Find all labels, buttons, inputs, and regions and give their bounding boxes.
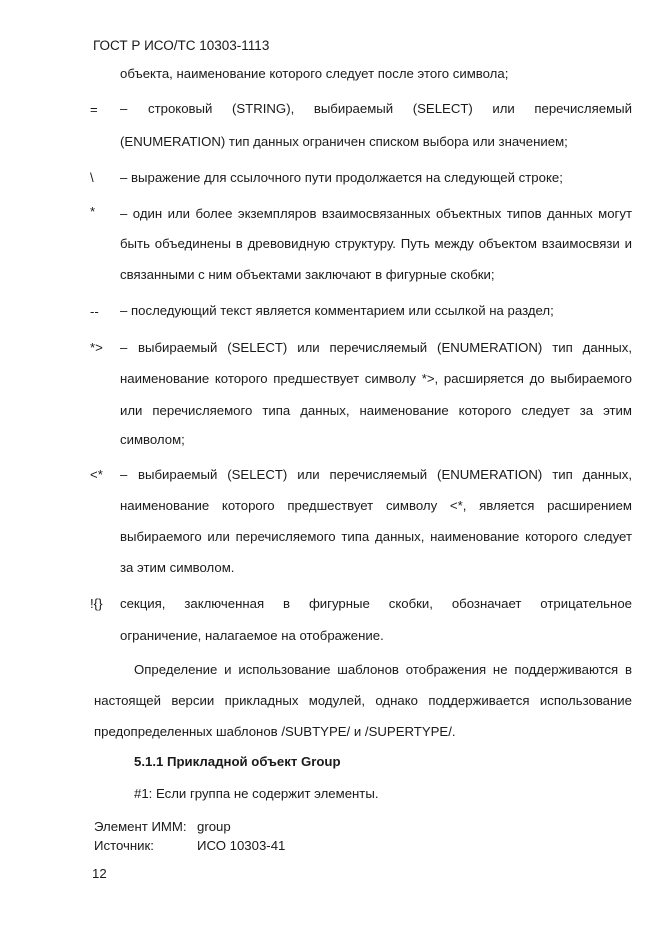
dash: – xyxy=(120,101,128,116)
imm-label: Элемент ИММ: xyxy=(94,819,187,834)
page-number: 12 xyxy=(92,866,107,881)
section-heading: 5.1.1 Прикладной объект Group xyxy=(134,754,341,769)
paragraph-line: настоящей версии прикладных модулей, однако поддерживается использование xyxy=(94,693,632,708)
symbol-lt-star: <* xyxy=(90,467,103,482)
symbol-negation-braces: !{} xyxy=(90,596,103,611)
paragraph-line: Определение и использование шаблонов отображения не поддерживаются в xyxy=(134,662,632,677)
text-line: или перечисляемого типа данных, наименование которого следует за этим xyxy=(120,403,632,418)
imm-value: group xyxy=(197,819,231,834)
dash: – xyxy=(120,340,128,355)
text-line: символом; xyxy=(120,432,185,447)
symbol-backslash: \ xyxy=(90,170,94,185)
note-line: #1: Если группа не содержит элементы. xyxy=(134,786,379,801)
text-line: ограничение, налагаемое на отображение. xyxy=(120,628,384,643)
symbol-double-dash: -- xyxy=(90,304,99,319)
symbol-star-gt: *> xyxy=(90,340,103,355)
text-line: связанными с ним объектами заключают в фигурные скобки; xyxy=(120,267,495,282)
symbol-asterisk: * xyxy=(90,204,96,219)
paragraph-line: предопределенных шаблонов /SUBTYPE/ и /SUPERTYPE/. xyxy=(94,724,456,739)
text-line: наименование которого предшествует символу <*, является расширением xyxy=(120,498,632,513)
symbol-equals: = xyxy=(90,102,98,117)
text-line: выбираемого или перечисляемого типа данных, наименование которого следует xyxy=(120,529,632,544)
text-line: секция, заключенная в фигурные скобки, обозначает отрицательное xyxy=(120,596,632,611)
dash: – xyxy=(120,467,128,482)
text-line: – один или более экземпляров взаимосвязанных объектных типов данных могут xyxy=(120,206,632,221)
text-line: (ENUMERATION) тип данных ограничен списком выбора или значением; xyxy=(120,134,568,149)
text-line: быть объединены в древовидную структуру. Путь между объектом взаимосвязи и xyxy=(120,236,632,251)
text-line: – последующий текст является комментарием или ссылкой на раздел; xyxy=(120,303,554,318)
text-line: выбираемый (SELECT) или перечисляемый (ENUMERATION) тип данных, xyxy=(138,467,632,482)
document-header: ГОСТ Р ИСО/ТС 10303-1113 xyxy=(93,38,270,53)
text-line: строковый (STRING), выбираемый (SELECT) или перечисляемый xyxy=(148,101,632,116)
text-line: объекта, наименование которого следует после этого символа; xyxy=(120,66,509,81)
source-label: Источник: xyxy=(94,838,154,853)
source-value: ИСО 10303-41 xyxy=(197,838,286,853)
text-line: – выражение для ссылочного пути продолжается на следующей строке; xyxy=(120,170,563,185)
text-line: за этим символом. xyxy=(120,560,235,575)
text-line: наименование которого предшествует символу *>, расширяется до выбираемого xyxy=(120,371,632,386)
text-line: выбираемый (SELECT) или перечисляемый (ENUMERATION) тип данных, xyxy=(138,340,632,355)
